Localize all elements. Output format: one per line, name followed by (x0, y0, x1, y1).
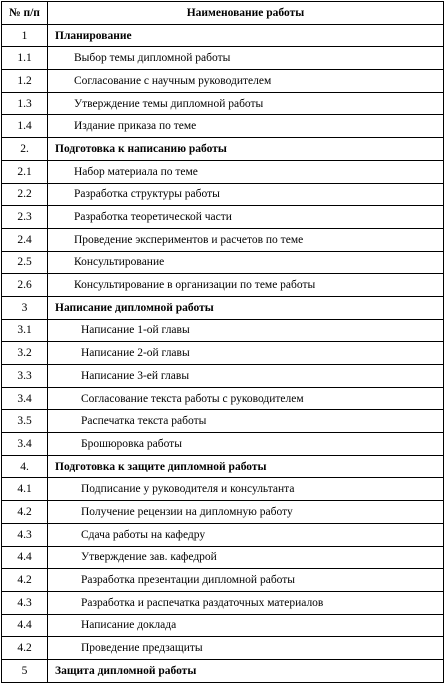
row-number-cell: 1.4 (2, 115, 48, 138)
section-row (2, 24, 444, 47)
row-number-cell: 4.4 (2, 614, 48, 637)
table-row (2, 365, 444, 388)
task-name-cell: Проведение экспериментов и расчетов по теме (48, 228, 444, 251)
task-name-cell: Разработка презентации дипломной работы (48, 569, 444, 592)
table-row (2, 637, 444, 660)
table-row (2, 433, 444, 456)
row-number-cell: 2.2 (2, 183, 48, 206)
task-name-cell: Консультирование в организации по теме работы (48, 274, 444, 297)
row-number-cell: 2.5 (2, 251, 48, 274)
section-title-cell: Защита дипломной работы (48, 659, 444, 682)
row-number-cell: 4. (2, 455, 48, 478)
row-number-cell: 3.2 (2, 342, 48, 365)
table-row (2, 319, 444, 342)
table-body (2, 24, 444, 682)
row-number-cell: 2.3 (2, 206, 48, 229)
section-row (2, 296, 444, 319)
table-row (2, 47, 444, 70)
row-number-cell: 2.4 (2, 228, 48, 251)
row-number-cell: 1 (2, 24, 48, 47)
row-number-cell: 1.2 (2, 70, 48, 93)
row-number-cell: 2.6 (2, 274, 48, 297)
task-name-cell: Утверждение темы дипломной работы (48, 92, 444, 115)
row-number-cell: 2. (2, 138, 48, 161)
row-number-cell: 3.3 (2, 365, 48, 388)
task-name-cell: Издание приказа по теме (48, 115, 444, 138)
task-name-cell: Сдача работы на кафедру (48, 523, 444, 546)
column-header-number: № п/п (2, 2, 48, 25)
section-title-cell: Подготовка к написанию работы (48, 138, 444, 161)
table-row (2, 478, 444, 501)
task-name-cell: Разработка структуры работы (48, 183, 444, 206)
table-row (2, 591, 444, 614)
row-number-cell: 3.4 (2, 433, 48, 456)
table-row (2, 183, 444, 206)
row-number-cell: 1.3 (2, 92, 48, 115)
table-row (2, 160, 444, 183)
section-title-cell: Написание дипломной работы (48, 296, 444, 319)
task-name-cell: Написание 1-ой главы (48, 319, 444, 342)
row-number-cell: 4.2 (2, 569, 48, 592)
task-name-cell: Согласование с научным руководителем (48, 70, 444, 93)
table-row (2, 115, 444, 138)
table-row (2, 614, 444, 637)
task-name-cell: Разработка и распечатка раздаточных материалов (48, 591, 444, 614)
row-number-cell: 4.2 (2, 637, 48, 660)
task-name-cell: Выбор темы дипломной работы (48, 47, 444, 70)
task-name-cell: Набор материала по теме (48, 160, 444, 183)
row-number-cell: 3 (2, 296, 48, 319)
table-header-row (2, 2, 444, 25)
work-plan-table (1, 1, 444, 683)
table-row (2, 410, 444, 433)
section-row (2, 455, 444, 478)
row-number-cell: 4.4 (2, 546, 48, 569)
task-name-cell: Брошюровка работы (48, 433, 444, 456)
task-name-cell: Разработка теоретической части (48, 206, 444, 229)
task-name-cell: Подписание у руководителя и консультанта (48, 478, 444, 501)
table-row (2, 70, 444, 93)
task-name-cell: Распечатка текста работы (48, 410, 444, 433)
table-row (2, 251, 444, 274)
table-row (2, 274, 444, 297)
task-name-cell: Проведение предзащиты (48, 637, 444, 660)
table-row (2, 546, 444, 569)
row-number-cell: 4.3 (2, 523, 48, 546)
section-title-cell: Подготовка к защите дипломной работы (48, 455, 444, 478)
task-name-cell: Написание доклада (48, 614, 444, 637)
table-row (2, 228, 444, 251)
section-row (2, 138, 444, 161)
table-row (2, 387, 444, 410)
table-row (2, 206, 444, 229)
row-number-cell: 4.1 (2, 478, 48, 501)
row-number-cell: 3.5 (2, 410, 48, 433)
column-header-name: Наименование работы (48, 2, 444, 25)
table-row (2, 342, 444, 365)
task-name-cell: Получение рецензии на дипломную работу (48, 501, 444, 524)
row-number-cell: 4.2 (2, 501, 48, 524)
task-name-cell: Утверждение зав. кафедрой (48, 546, 444, 569)
table-row (2, 92, 444, 115)
task-name-cell: Написание 3-ей главы (48, 365, 444, 388)
task-name-cell: Согласование текста работы с руководителем (48, 387, 444, 410)
section-title-cell: Планирование (48, 24, 444, 47)
task-name-cell: Написание 2-ой главы (48, 342, 444, 365)
table-row (2, 569, 444, 592)
row-number-cell: 5 (2, 659, 48, 682)
task-name-cell: Консультирование (48, 251, 444, 274)
row-number-cell: 3.4 (2, 387, 48, 410)
table-row (2, 523, 444, 546)
row-number-cell: 2.1 (2, 160, 48, 183)
row-number-cell: 3.1 (2, 319, 48, 342)
row-number-cell: 1.1 (2, 47, 48, 70)
section-row (2, 659, 444, 682)
row-number-cell: 4.3 (2, 591, 48, 614)
table-row (2, 501, 444, 524)
